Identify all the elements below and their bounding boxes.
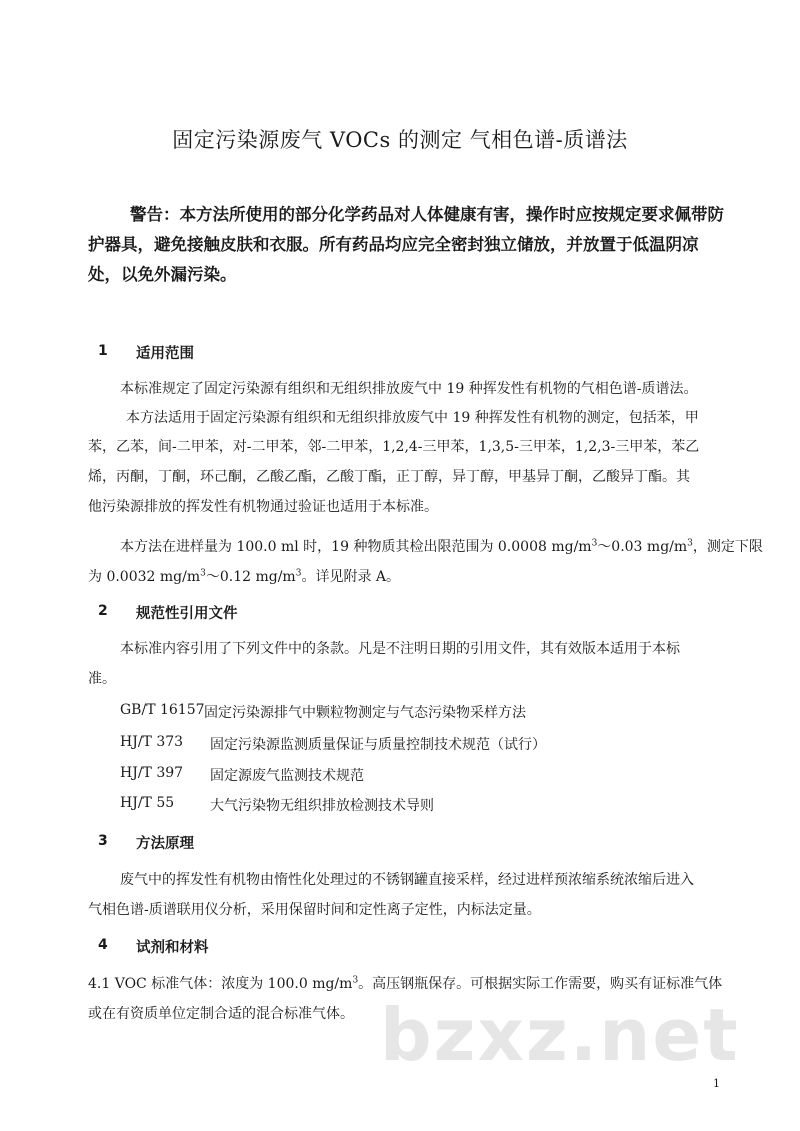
superscript: 3: [352, 975, 359, 986]
s4-item-4-1-line-1: [88, 973, 722, 993]
watermark: bzxz.net: [380, 993, 740, 1077]
document-title: 固定污染源废气 VOCs 的测定 气相色谱-质谱法: [172, 128, 628, 152]
s1-paragraph-2-line-4: 他污染源排放的挥发性有机物通过验证也适用于本标准。: [88, 499, 438, 515]
reference-title: 固定污染源排气中颗粒物测定与气态污染物采样方法: [204, 705, 526, 721]
reference-code: HJ/T 397: [120, 765, 184, 781]
reference-code: GB/T 16157: [120, 702, 205, 718]
s1-paragraph-2-line-2: 苯，乙苯，间-二甲苯，对-二甲苯，邻-二甲苯，1,2,4-三甲苯，1,3,5-三甲苯，1,2,3-三甲苯，苯乙: [88, 439, 700, 455]
section-1-title: 适用范围: [136, 346, 194, 362]
warning-line-1: 警告：本方法所使用的部分化学药品对人体健康有害，操作时应按规定要求佩带防: [130, 205, 724, 224]
determination-limit-label: ，测定下限: [692, 539, 763, 555]
s1-paragraph-1: 本标准规定了固定污染源有组织和无组织排放废气中 19 种挥发性有机物的气相色谱-质谱法。: [120, 381, 698, 397]
reference-code: HJ/T 55: [120, 795, 175, 811]
reference-title: 固定污染源监测质量保证与质量控制技术规范（试行）: [210, 737, 546, 753]
detection-limit-text: 本方法在进样量为 100.0 ml 时，19 种物质其检出限范围为 0.0008 mg/m: [120, 539, 592, 555]
reference-title: 固定源废气监测技术规范: [210, 768, 364, 784]
page-number: 1: [713, 1077, 720, 1090]
standard-gas-storage: 。高压钢瓶保存。可根据实际工作需要，购买有证标准气体: [358, 976, 723, 992]
superscript: 3: [591, 538, 598, 549]
superscript: 3: [200, 568, 206, 579]
superscript: 3: [687, 538, 693, 549]
warning-line-3: 处，以免外漏污染。: [88, 265, 237, 284]
section-3-title: 方法原理: [136, 836, 194, 852]
s1-paragraph-2-line-1: 本方法适用于固定污染源有组织和无组织排放废气中 19 种挥发性有机物的测定，包括苯，甲: [126, 410, 699, 426]
standard-gas-text: 4.1 VOC 标准气体：浓度为 100.0 mg/m: [88, 976, 353, 992]
determination-limit-lower: 为 0.0032 mg/m: [88, 569, 201, 585]
s4-item-4-1-line-2: 或在有资质单位定制合适的混合标准气体。: [88, 1006, 354, 1022]
determination-limit-upper: ～0.12 mg/m: [205, 569, 296, 585]
s1-paragraph-3-line-2: [88, 566, 400, 586]
section-4-number: 4: [98, 937, 108, 953]
s2-paragraph-line-2: 准。: [88, 671, 116, 687]
appendix-reference: 。详见附录 A。: [301, 569, 401, 585]
detection-limit-upper: ～0.03 mg/m: [597, 539, 688, 555]
s3-paragraph-line-1: 废气中的挥发性有机物由惰性化处理过的不锈钢罐直接采样，经过进样预浓缩系统浓缩后进入: [120, 872, 694, 888]
s1-paragraph-2-line-3: 烯，丙酮，丁酮，环己酮，乙酸乙酯，乙酸丁酯，正丁醇，异丁醇，甲基异丁酮，乙酸异丁酯。其: [88, 469, 690, 485]
section-2-title: 规范性引用文件: [136, 606, 238, 622]
s2-paragraph-line-1: 本标准内容引用了下列文件中的条款。凡是不注明日期的引用文件，其有效版本适用于本标: [120, 641, 680, 657]
section-1-number: 1: [98, 343, 108, 359]
reference-title: 大气污染物无组织排放检测技术导则: [210, 798, 434, 814]
reference-code: HJ/T 373: [120, 734, 184, 750]
s3-paragraph-line-2: 气相色谱-质谱联用仪分析，采用保留时间和定性离子定性，内标法定量。: [88, 902, 541, 918]
warning-line-2: 护器具，避免接触皮肤和衣服。所有药品均应完全密封独立储放，并放置于低温阴凉: [88, 235, 699, 254]
section-4-title: 试剂和材料: [136, 940, 209, 956]
superscript: 3: [295, 568, 302, 579]
section-2-number: 2: [98, 603, 108, 619]
section-3-number: 3: [98, 833, 108, 849]
s1-paragraph-3-line-1: [120, 536, 763, 556]
